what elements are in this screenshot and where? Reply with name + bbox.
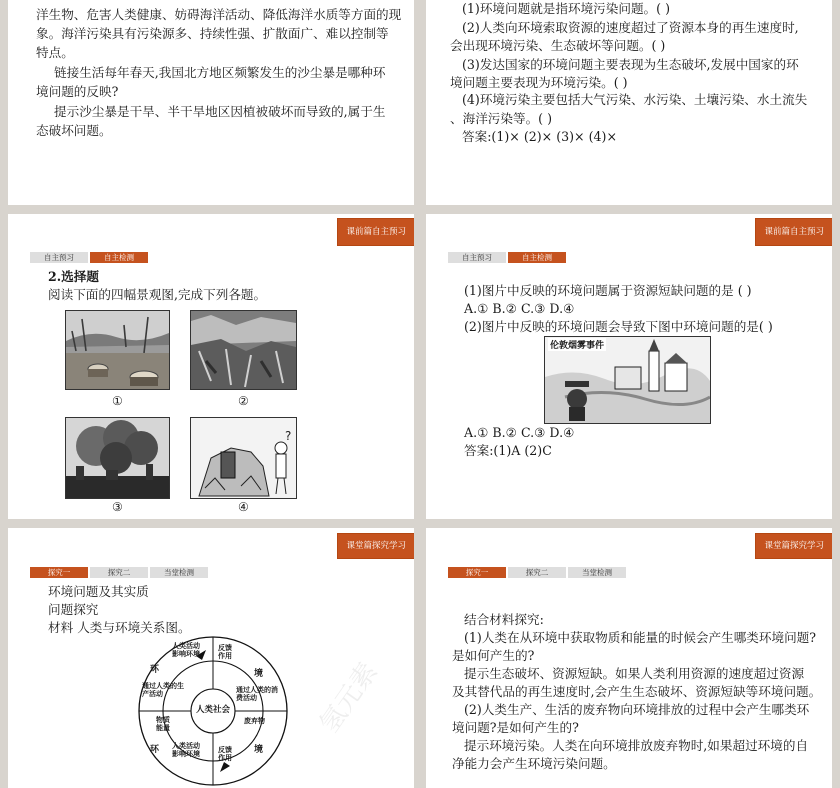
tab-class-check[interactable]: 当堂检测 bbox=[568, 567, 626, 578]
answer-line: 答案:(1)× (2)× (3)× (4)× bbox=[462, 129, 618, 144]
env-label: 环 bbox=[150, 665, 160, 675]
section-tag: 课堂篇探究学习 bbox=[756, 534, 832, 558]
tab-bar bbox=[30, 252, 150, 263]
image-caption: ② bbox=[238, 394, 249, 408]
tab-inquiry-1[interactable]: 探究一 bbox=[448, 567, 506, 578]
diagram-label: 通过人类的生产活动 bbox=[142, 682, 184, 698]
question-line: 境问题主要表现为环境污染。( ) bbox=[450, 75, 628, 90]
landscape-image-4 bbox=[190, 417, 297, 499]
text-line: 提示生态破坏、资源短缺。如果人类利用资源的速度超过资源 bbox=[464, 666, 805, 681]
section-subtitle: 问题探究 bbox=[48, 602, 99, 617]
tab-self-preview[interactable]: 自主预习 bbox=[30, 252, 88, 263]
text-line: 象。海洋污染具有污染源多、持续性强、扩散面广、难以控制等 bbox=[36, 26, 389, 41]
tab-self-check[interactable]: 自主检测 bbox=[508, 252, 566, 263]
tab-inquiry-1[interactable]: 探究一 bbox=[30, 567, 88, 578]
env-label: 境 bbox=[254, 669, 264, 679]
question-line: (3)发达国家的环境问题主要表现为生态破坏,发展中国家的环 bbox=[462, 57, 799, 72]
section-tag: 课前篇自主预习 bbox=[756, 219, 832, 245]
text-line: 提示沙尘暴是干旱、半干旱地区因植被破坏而导致的,属于生 bbox=[54, 104, 386, 119]
watermark: 氢元素 bbox=[314, 657, 384, 739]
landscape-image-1 bbox=[65, 310, 170, 390]
text-line: (2)人类生产、生活的废弃物向环境排放的过程中会产生哪类环 bbox=[464, 702, 810, 717]
text-line: 洋生物、危害人类健康、妨碍海洋活动、降低海洋水质等方面的现 bbox=[36, 7, 402, 22]
diagram-label: 反馈作用 bbox=[218, 644, 232, 660]
slide-3[interactable] bbox=[8, 214, 414, 519]
question-line: 会出现环境污染、生态破坏等问题。( ) bbox=[450, 38, 666, 53]
text-line: 境问题的反映? bbox=[36, 84, 119, 99]
slide-2[interactable] bbox=[426, 0, 832, 205]
image-caption: ③ bbox=[112, 500, 123, 514]
tab-class-check[interactable]: 当堂检测 bbox=[150, 567, 208, 578]
center-label: 人类社会 bbox=[195, 705, 230, 715]
tab-bar bbox=[448, 252, 568, 263]
tab-inquiry-2[interactable]: 探究二 bbox=[508, 567, 566, 578]
slide-1[interactable] bbox=[8, 0, 414, 205]
tab-bar bbox=[448, 567, 628, 578]
env-label: 境 bbox=[254, 745, 264, 755]
text-line: 特点。 bbox=[36, 45, 74, 60]
section-tag: 课前篇自主预习 bbox=[338, 219, 414, 245]
diagram-label: 废弃物 bbox=[244, 717, 265, 725]
text-line: (1)人类在从环境中获取物质和能量的时候会产生哪类环境问题? bbox=[464, 630, 817, 645]
env-label: 环 bbox=[150, 745, 160, 755]
heading: 2.选择题 bbox=[48, 269, 99, 284]
intro-text: 阅读下面的四幅景观图,完成下列各题。 bbox=[48, 287, 267, 302]
landscape-image-2 bbox=[190, 310, 297, 390]
tab-self-preview[interactable]: 自主预习 bbox=[448, 252, 506, 263]
material-label: 材料 人类与环境关系图。 bbox=[48, 620, 191, 635]
text-line: 链接生活每年春天,我国北方地区频繁发生的沙尘暴是哪种环 bbox=[54, 65, 386, 80]
diagram-label: 人类活动影响环境 bbox=[172, 742, 200, 758]
diagram-label: 人类活动影响环境 bbox=[172, 642, 200, 658]
slide-4[interactable] bbox=[426, 214, 832, 519]
answer-text: 答案:(1)A (2)C bbox=[464, 443, 552, 458]
section-title: 环境问题及其实质 bbox=[48, 584, 149, 599]
landscape-image-3 bbox=[65, 417, 170, 499]
text-line: 是如何产生的? bbox=[452, 648, 535, 663]
diagram-label: 反馈作用 bbox=[218, 746, 232, 762]
text-line: 态破坏问题。 bbox=[36, 123, 112, 138]
text-line: 结合材料探究: bbox=[464, 612, 544, 627]
image-title: 伦敦烟雾事件 bbox=[548, 338, 606, 351]
diagram-label: 通过人类的消费活动 bbox=[236, 686, 278, 702]
human-environment-diagram bbox=[136, 634, 290, 788]
text-line: 境问题?是如何产生的? bbox=[452, 720, 579, 735]
text-line: 及其替代品的再生速度时,会产生生态破坏、资源短缺等环境问题。 bbox=[452, 684, 822, 699]
svg-text:?: ? bbox=[285, 429, 292, 443]
tab-bar bbox=[30, 567, 210, 578]
question-2: (2)图片中反映的环境问题会导致下图中环境问题的是( ) bbox=[464, 319, 773, 334]
slide-6[interactable] bbox=[426, 528, 832, 788]
slide-5[interactable] bbox=[8, 528, 414, 788]
question-2-options: A.① B.② C.③ D.④ bbox=[464, 425, 575, 440]
section-tag: 课堂篇探究学习 bbox=[338, 534, 414, 558]
image-caption: ① bbox=[112, 394, 123, 408]
question-line: (4)环境污染主要包括大气污染、水污染、土壤污染、水土流失 bbox=[462, 92, 808, 107]
diagram-label: 物质能量 bbox=[156, 716, 170, 732]
text-line: 提示环境污染。人类在向环境排放废弃物时,如果超过环境的自 bbox=[464, 738, 809, 753]
text-line: 净能力会产生环境污染问题。 bbox=[452, 756, 616, 771]
question-line: 、海洋污染等。( ) bbox=[450, 111, 552, 126]
question-line: (1)环境问题就是指环境污染问题。( ) bbox=[462, 1, 670, 16]
question-1-options: A.① B.② C.③ D.④ bbox=[464, 301, 575, 316]
image-caption: ④ bbox=[238, 500, 249, 514]
question-1: (1)图片中反映的环境问题属于资源短缺问题的是 ( ) bbox=[464, 283, 752, 298]
tab-self-check[interactable]: 自主检测 bbox=[90, 252, 148, 263]
tab-inquiry-2[interactable]: 探究二 bbox=[90, 567, 148, 578]
question-line: (2)人类向环境索取资源的速度超过了资源本身的再生速度时, bbox=[462, 20, 799, 35]
